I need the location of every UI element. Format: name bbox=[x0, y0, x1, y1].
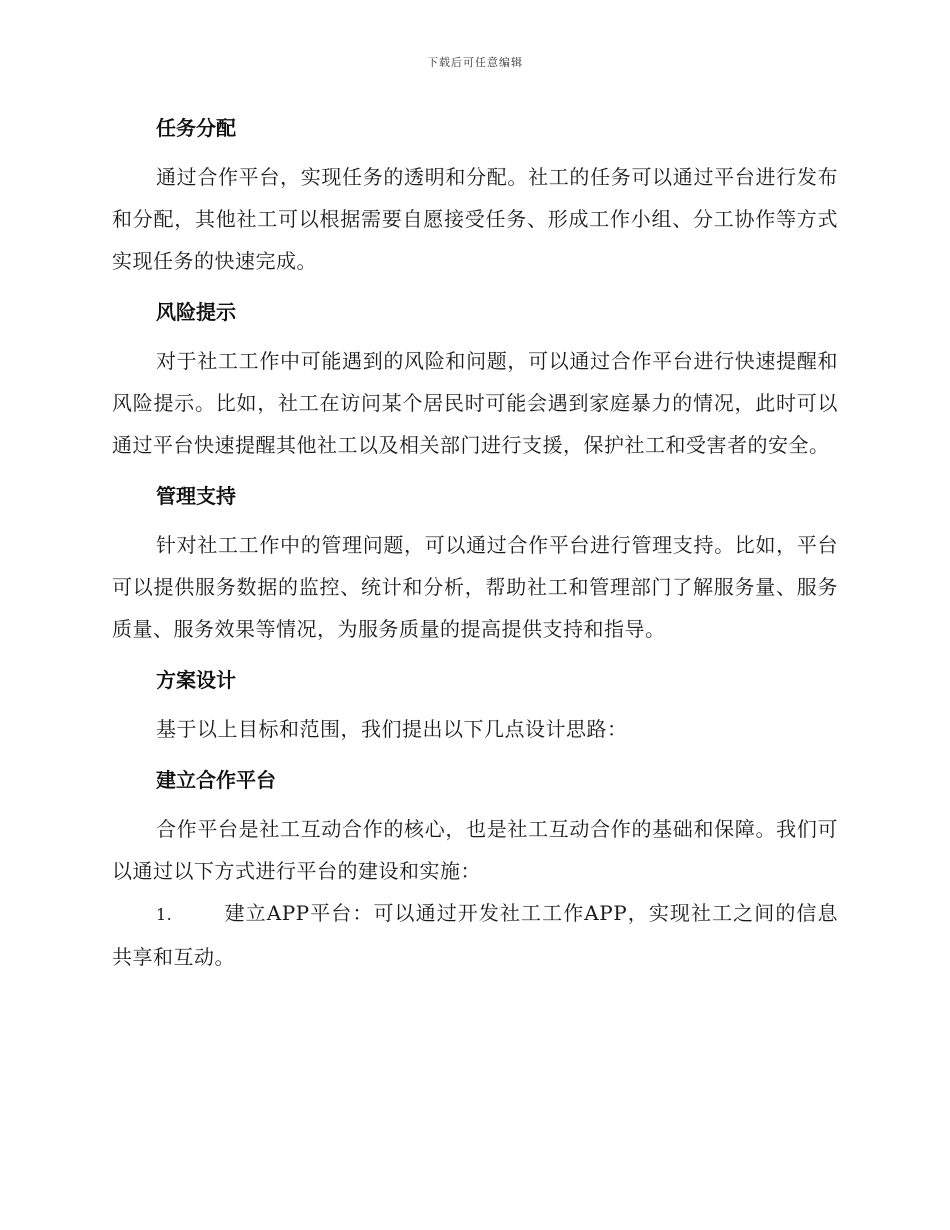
paragraph-platform: 合作平台是社工互动合作的核心，也是社工互动合作的基础和保障。我们可以通过以下方式进行平台的建设和实施： bbox=[112, 817, 838, 883]
section-heading-design: 方案设计 bbox=[156, 668, 236, 692]
list-item-text: 建立APP平台：可以通过开发社工工作APP，实现社工之间的信息共享和互动。 bbox=[112, 901, 838, 969]
paragraph-risk: 对于社工工作中可能遇到的风险和问题，可以通过合作平台进行快速提醒和风险提示。比如，社工在访问某个居民时可能会遇到家庭暴力的情况，此时可以通过平台快速提醒其他社工以及相关部门进行支援，保护社工和受害者的安全。 bbox=[112, 349, 838, 457]
list-item bbox=[112, 892, 838, 978]
section-heading-task: 任务分配 bbox=[156, 116, 236, 140]
paragraph-design: 基于以上目标和范围，我们提出以下几点设计思路： bbox=[156, 717, 628, 741]
paragraph-task: 通过合作平台，实现任务的透明和分配。社工的任务可以通过平台进行发布和分配，其他社工可以根据需要自愿接受任务、形成工作小组、分工协作等方式实现任务的快速完成。 bbox=[112, 165, 838, 273]
page-header-note: 下载后可任意编辑 bbox=[427, 56, 523, 69]
document-body bbox=[112, 110, 838, 978]
list-item-number: 1. bbox=[156, 905, 173, 924]
paragraph-management: 针对社工工作中的管理问题，可以通过合作平台进行管理支持。比如，平台可以提供服务数据的监控、统计和分析，帮助社工和管理部门了解服务量、服务质量、服务效果等情况，为服务质量的提高提供支持和指导。 bbox=[112, 533, 838, 641]
section-heading-management: 管理支持 bbox=[156, 484, 236, 508]
section-heading-platform: 建立合作平台 bbox=[156, 768, 276, 792]
section-heading-risk: 风险提示 bbox=[156, 300, 236, 324]
